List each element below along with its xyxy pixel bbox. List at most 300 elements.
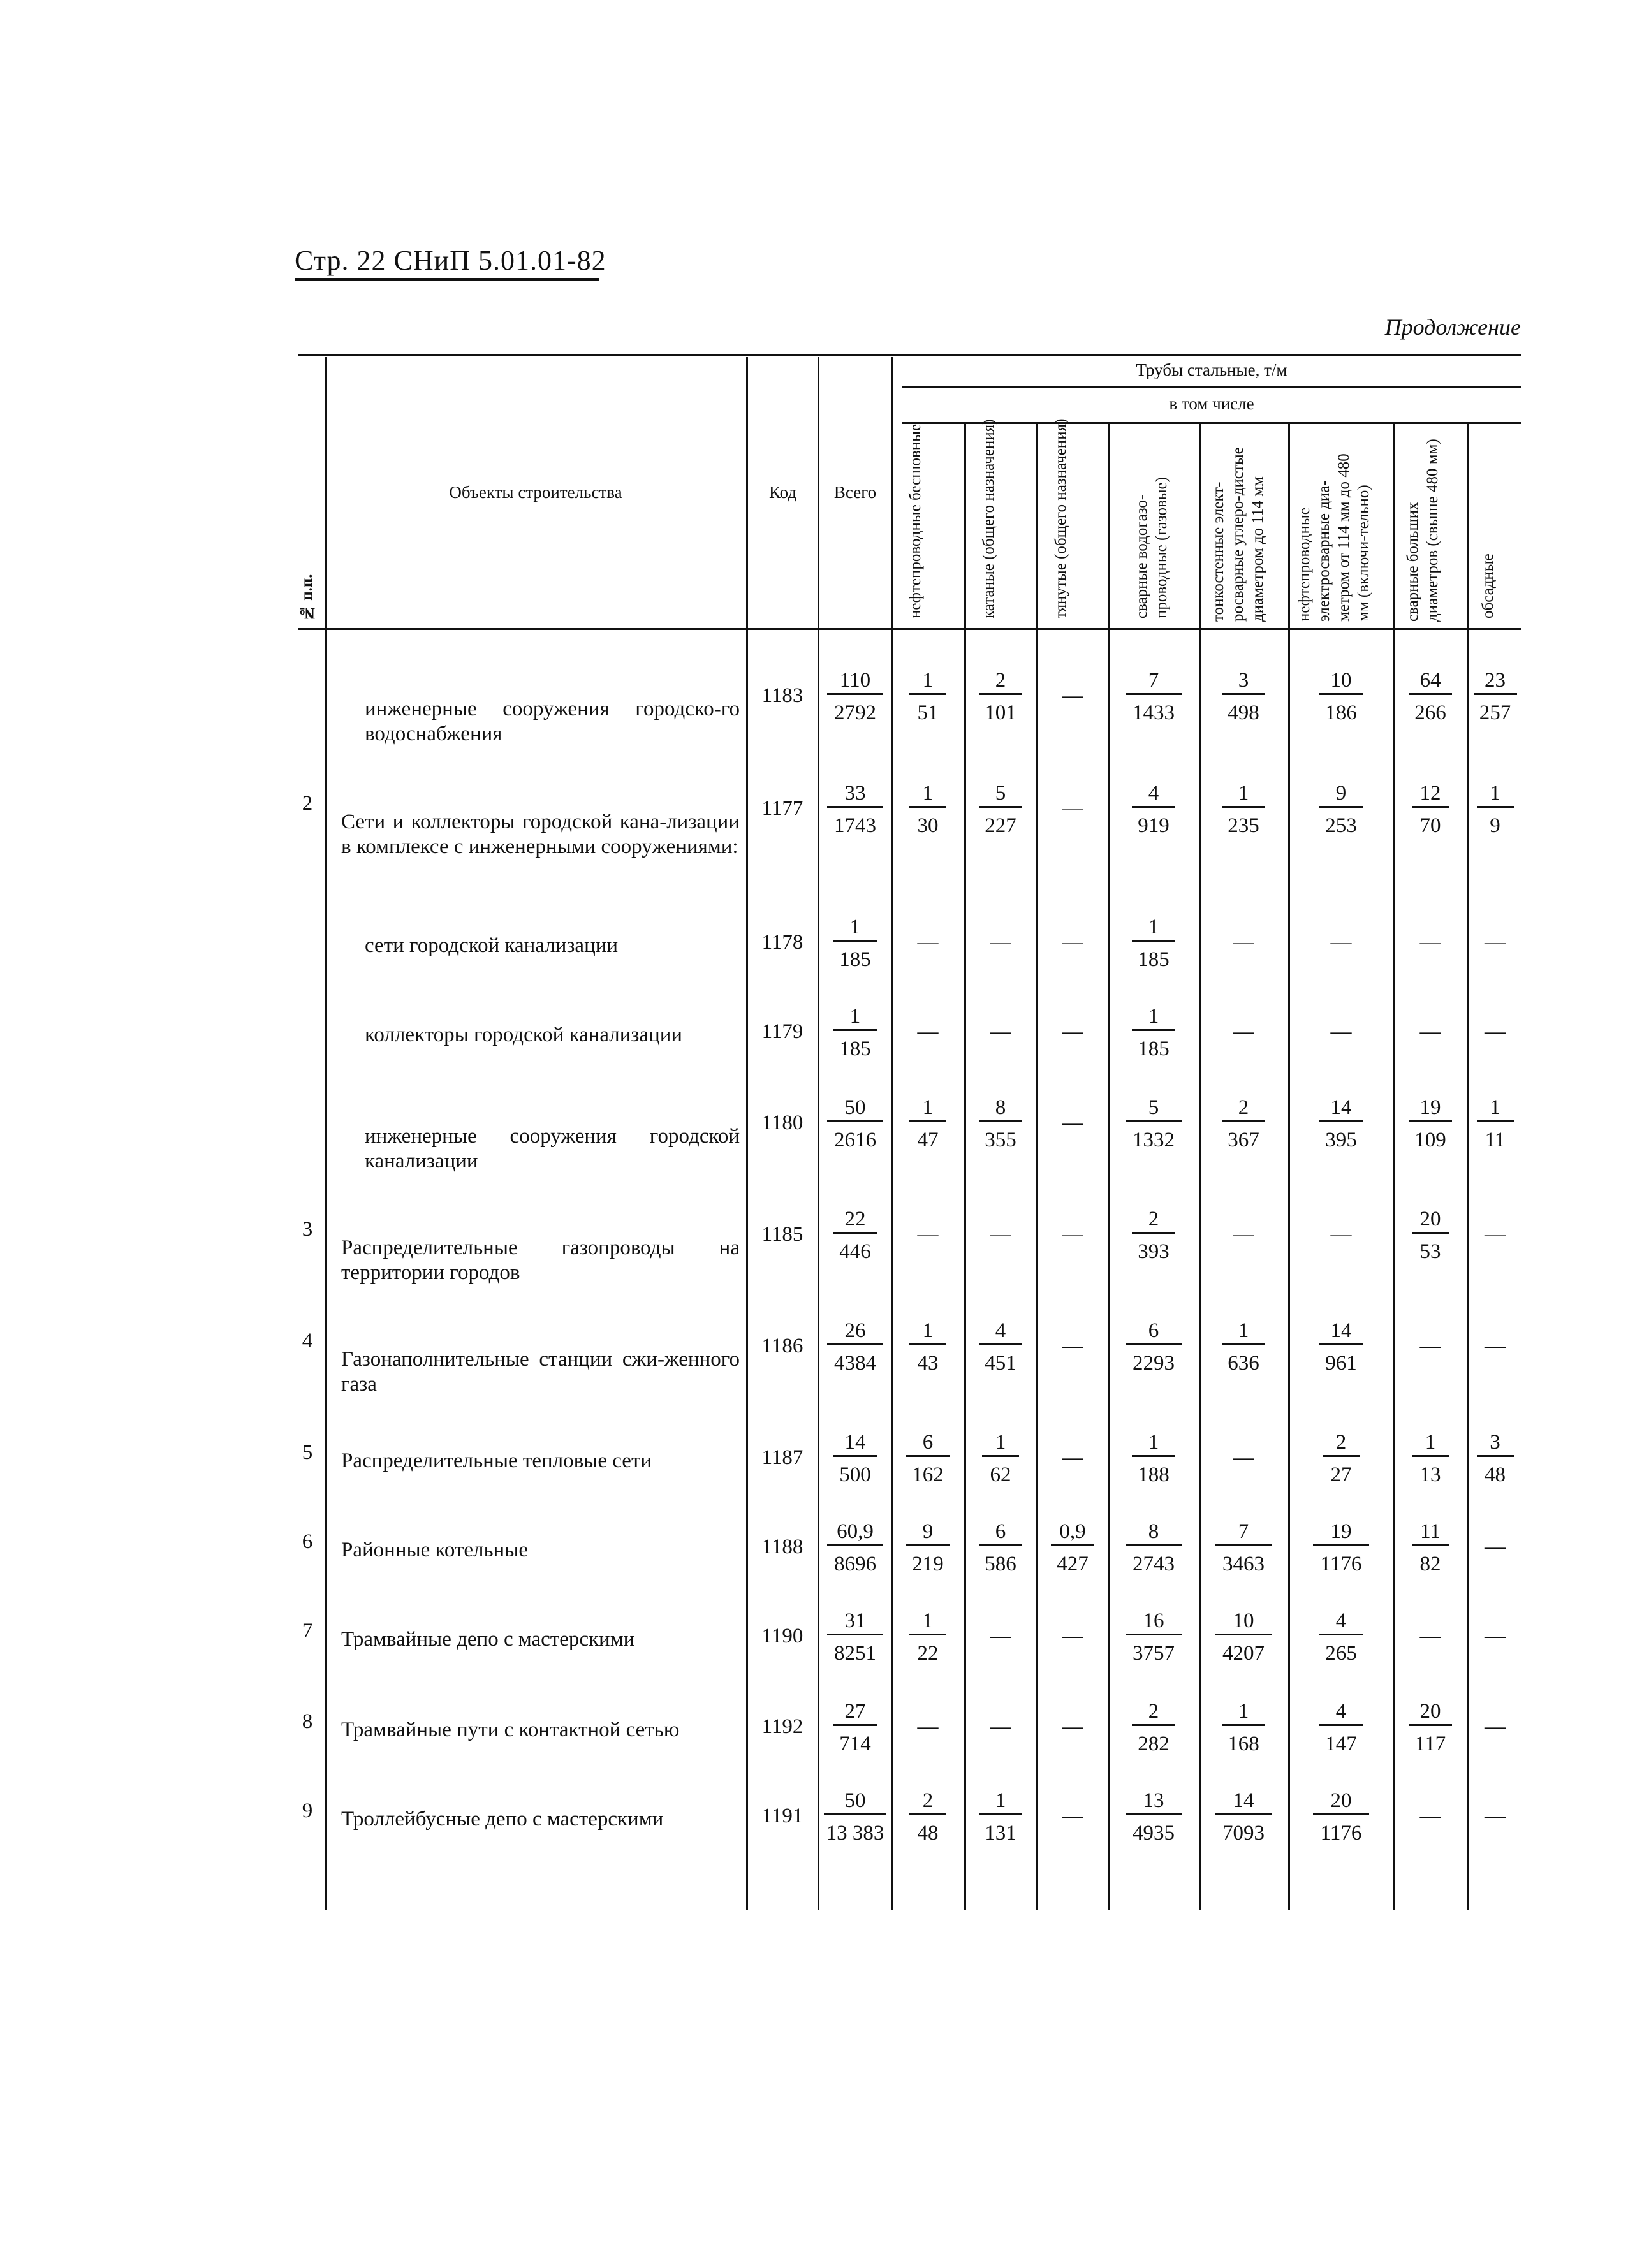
fraction-numerator: 19 — [1409, 1095, 1452, 1122]
fraction-numerator: 0,9 — [1051, 1519, 1094, 1546]
row-code: 1186 — [761, 1335, 803, 1357]
fraction-cell — [820, 1519, 890, 1577]
fraction-numerator: 19 — [1313, 1519, 1369, 1546]
fraction-cell — [820, 1788, 890, 1846]
header-including: в том числе — [1169, 394, 1254, 413]
col-line-c3 — [1108, 424, 1110, 1910]
row-object: Районные котельные — [341, 1539, 529, 1562]
empty-cell-dash: — — [1062, 1715, 1083, 1738]
fraction-numerator: 4 — [1319, 1699, 1363, 1726]
row-object: Сети и коллекторы городской кана-лизации в комплексе с инженерными сооружениями: — [341, 810, 740, 858]
fraction-denominator: 2616 — [834, 1129, 876, 1152]
fraction-denominator: 265 — [1325, 1642, 1357, 1665]
fraction-denominator: 53 — [1419, 1240, 1441, 1263]
empty-cell-dash: — — [1419, 1020, 1441, 1043]
header-col-3: тянутые (общего назначения) — [1052, 418, 1069, 618]
fraction-denominator: 266 — [1414, 701, 1446, 724]
fraction-denominator: 961 — [1325, 1352, 1357, 1375]
row-code: 1185 — [761, 1223, 803, 1246]
fraction-denominator: 22 — [917, 1642, 939, 1665]
fraction-numerator: 1 — [833, 914, 877, 942]
fraction-numerator: 8 — [1126, 1519, 1182, 1546]
fraction-denominator: 355 — [985, 1129, 1016, 1152]
fraction-numerator: 1 — [1132, 914, 1175, 942]
fraction-cell — [1110, 1788, 1198, 1846]
fraction-denominator: 185 — [839, 1037, 871, 1060]
fraction-numerator: 7 — [1126, 668, 1182, 695]
empty-cell-dash: — — [990, 1715, 1011, 1738]
fraction-cell — [1395, 1519, 1466, 1577]
fraction-denominator: 48 — [1485, 1463, 1506, 1486]
row-code: 1179 — [761, 1020, 803, 1043]
empty-cell-dash: — — [1062, 931, 1083, 954]
empty-cell-dash: — — [1062, 684, 1083, 707]
fraction-numerator: 110 — [827, 668, 883, 695]
fraction-numerator: 6 — [906, 1430, 950, 1457]
fraction-cell — [1468, 1430, 1522, 1488]
fraction-numerator: 1 — [909, 668, 946, 695]
fraction-numerator: 2 — [909, 1788, 946, 1815]
fraction-cell — [965, 1095, 1036, 1153]
empty-cell-dash: — — [1330, 1223, 1352, 1246]
fraction-denominator: 1176 — [1320, 1822, 1362, 1845]
fraction-denominator: 186 — [1325, 701, 1357, 724]
fraction-denominator: 185 — [1138, 1037, 1170, 1060]
fraction-cell — [893, 1430, 963, 1488]
fraction-cell — [1395, 780, 1466, 838]
col-line-num — [325, 357, 327, 1910]
row-number: 7 — [302, 1620, 313, 1642]
empty-cell-dash: — — [1485, 931, 1506, 954]
fraction-cell — [1110, 1519, 1198, 1577]
fraction-denominator: 62 — [990, 1463, 1011, 1486]
fraction-denominator: 1433 — [1133, 701, 1175, 724]
fraction-cell — [965, 1788, 1036, 1846]
empty-cell-dash: — — [917, 1020, 939, 1043]
header-object: Объекты строительства — [449, 483, 622, 502]
table-top-rule — [298, 354, 1521, 356]
fraction-denominator: 8251 — [834, 1642, 876, 1665]
fraction-numerator: 22 — [833, 1206, 877, 1234]
header-bottom-rule — [298, 628, 1521, 630]
fraction-cell — [1289, 1788, 1393, 1846]
fraction-cell — [1038, 1519, 1108, 1577]
row-code: 1191 — [761, 1804, 803, 1827]
col-line-c2 — [1036, 424, 1038, 1910]
empty-cell-dash: — — [1485, 1335, 1506, 1357]
header-code: Код — [768, 483, 797, 502]
empty-cell-dash: — — [990, 1020, 1011, 1043]
fraction-cell — [820, 1095, 890, 1153]
fraction-cell — [1289, 1519, 1393, 1577]
fraction-cell — [1289, 1430, 1393, 1488]
fraction-numerator: 1 — [1222, 780, 1265, 808]
fraction-denominator: 235 — [1228, 814, 1259, 837]
fraction-numerator: 33 — [827, 780, 883, 808]
fraction-denominator: 48 — [917, 1822, 939, 1845]
fraction-denominator: 188 — [1138, 1463, 1170, 1486]
empty-cell-dash: — — [1419, 931, 1441, 954]
fraction-cell — [1110, 914, 1198, 972]
fraction-cell — [1395, 1206, 1466, 1264]
fraction-numerator: 5 — [1126, 1095, 1182, 1122]
row-object: Трамвайные пути с контактной сетью — [341, 1718, 680, 1741]
col-line-c7 — [1467, 424, 1469, 1910]
fraction-cell — [893, 668, 963, 726]
fraction-numerator: 1 — [909, 1095, 946, 1122]
empty-cell-dash: — — [1062, 1335, 1083, 1357]
fraction-cell — [1200, 1788, 1287, 1846]
fraction-numerator: 16 — [1126, 1608, 1182, 1635]
fraction-cell — [1200, 668, 1287, 726]
empty-cell-dash: — — [1485, 1020, 1506, 1043]
col-line-c4 — [1199, 424, 1201, 1910]
fraction-denominator: 8696 — [834, 1553, 876, 1576]
fraction-denominator: 4384 — [834, 1352, 876, 1375]
row-object: инженерные сооружения городской канализации — [365, 1125, 740, 1173]
fraction-numerator: 64 — [1409, 668, 1452, 695]
fraction-cell — [1200, 780, 1287, 838]
empty-cell-dash: — — [1330, 931, 1352, 954]
fraction-cell — [965, 780, 1036, 838]
fraction-cell — [1395, 668, 1466, 726]
fraction-cell — [820, 1206, 890, 1264]
fraction-numerator: 1 — [1132, 1004, 1175, 1031]
row-number: 3 — [302, 1218, 313, 1241]
fraction-cell — [1468, 668, 1522, 726]
fraction-denominator: 282 — [1138, 1732, 1170, 1755]
empty-cell-dash: — — [1485, 1804, 1506, 1827]
fraction-numerator: 6 — [1126, 1318, 1182, 1345]
col-line-c5 — [1288, 424, 1290, 1910]
empty-cell-dash: — — [1419, 1335, 1441, 1357]
row-code: 1178 — [761, 931, 803, 954]
header-pipes: Трубы стальные, т/м — [1136, 360, 1287, 379]
empty-cell-dash: — — [1062, 1446, 1083, 1469]
fraction-denominator: 7093 — [1222, 1822, 1265, 1845]
fraction-denominator: 3463 — [1222, 1553, 1265, 1576]
fraction-cell — [1468, 780, 1522, 838]
fraction-denominator: 636 — [1228, 1352, 1259, 1375]
empty-cell-dash: — — [1419, 1804, 1441, 1827]
col-line-c6 — [1393, 424, 1395, 1910]
fraction-denominator: 1332 — [1133, 1129, 1175, 1152]
row-code: 1187 — [761, 1446, 803, 1469]
fraction-denominator: 185 — [839, 948, 871, 971]
fraction-cell — [1395, 1699, 1466, 1757]
fraction-cell — [965, 668, 1036, 726]
empty-cell-dash: — — [1062, 1223, 1083, 1246]
fraction-denominator: 168 — [1228, 1732, 1259, 1755]
fraction-cell — [1468, 1095, 1522, 1153]
row-number: 9 — [302, 1799, 313, 1822]
fraction-cell — [820, 668, 890, 726]
fraction-numerator: 50 — [827, 1095, 883, 1122]
fraction-numerator: 1 — [833, 1004, 877, 1031]
fraction-denominator: 714 — [839, 1732, 871, 1755]
fraction-cell — [1289, 668, 1393, 726]
fraction-numerator: 1 — [909, 1318, 946, 1345]
fraction-denominator: 395 — [1325, 1129, 1357, 1152]
fraction-cell — [965, 1318, 1036, 1376]
fraction-denominator: 227 — [985, 814, 1016, 837]
row-object: Газонаполнительные станции сжи-женного газа — [341, 1348, 740, 1396]
fraction-numerator: 1 — [909, 780, 946, 808]
empty-cell-dash: — — [1233, 1020, 1254, 1043]
fraction-denominator: 2792 — [834, 701, 876, 724]
fraction-cell — [820, 1318, 890, 1376]
fraction-numerator: 1 — [1477, 1095, 1514, 1122]
row-object: Распределительные тепловые сети — [341, 1449, 652, 1472]
row-code: 1188 — [761, 1535, 803, 1558]
fraction-numerator: 8 — [979, 1095, 1022, 1122]
header-num: № п.п. — [298, 574, 316, 622]
fraction-numerator: 23 — [1474, 668, 1517, 695]
fraction-denominator: 4935 — [1133, 1822, 1175, 1845]
row-number: 6 — [302, 1530, 313, 1553]
fraction-numerator: 20 — [1409, 1699, 1452, 1726]
fraction-cell — [1395, 1430, 1466, 1488]
fraction-numerator: 14 — [1215, 1788, 1272, 1815]
fraction-denominator: 117 — [1414, 1732, 1446, 1755]
header-underline — [295, 278, 599, 281]
fraction-numerator: 5 — [979, 780, 1022, 808]
fraction-cell — [893, 1608, 963, 1666]
fraction-numerator: 31 — [827, 1608, 883, 1635]
fraction-denominator: 13 — [1419, 1463, 1441, 1486]
fraction-cell — [1395, 1095, 1466, 1153]
fraction-numerator: 1 — [1222, 1318, 1265, 1345]
empty-cell-dash: — — [1062, 1625, 1083, 1648]
continuation-label: Продолжение — [1384, 314, 1521, 340]
fraction-denominator: 3757 — [1133, 1642, 1175, 1665]
fraction-cell — [820, 1608, 890, 1666]
empty-cell-dash: — — [1419, 1625, 1441, 1648]
row-code: 1180 — [761, 1111, 803, 1134]
fraction-numerator: 50 — [824, 1788, 886, 1815]
fraction-numerator: 1 — [1477, 780, 1514, 808]
fraction-denominator: 2293 — [1133, 1352, 1175, 1375]
fraction-cell — [1110, 1206, 1198, 1264]
fraction-numerator: 9 — [1319, 780, 1363, 808]
fraction-cell — [893, 1318, 963, 1376]
fraction-numerator: 12 — [1412, 780, 1449, 808]
row-number: 4 — [302, 1329, 313, 1352]
header-col-5: тонкостенные элект-росварные углеро-дистые диаметром до 114 мм — [1210, 447, 1266, 622]
fraction-cell — [893, 1788, 963, 1846]
fraction-denominator: 219 — [912, 1553, 944, 1576]
fraction-numerator: 6 — [979, 1519, 1022, 1546]
empty-cell-dash: — — [1485, 1625, 1506, 1648]
fraction-denominator: 257 — [1479, 701, 1511, 724]
fraction-cell — [1110, 780, 1198, 838]
fraction-denominator: 1176 — [1320, 1553, 1362, 1576]
fraction-cell — [1110, 1095, 1198, 1153]
fraction-numerator: 7 — [1215, 1519, 1272, 1546]
fraction-cell — [1110, 1699, 1198, 1757]
empty-cell-dash: — — [990, 1223, 1011, 1246]
fraction-numerator: 1 — [982, 1430, 1019, 1457]
fraction-denominator: 185 — [1138, 948, 1170, 971]
fraction-cell — [1110, 1318, 1198, 1376]
col-line-c1 — [964, 424, 966, 1910]
fraction-denominator: 498 — [1228, 701, 1259, 724]
fraction-numerator: 1 — [1222, 1699, 1265, 1726]
fraction-numerator: 2 — [1132, 1206, 1175, 1234]
empty-cell-dash: — — [1062, 1020, 1083, 1043]
fraction-cell — [820, 1430, 890, 1488]
fraction-numerator: 26 — [827, 1318, 883, 1345]
fraction-numerator: 60,9 — [827, 1519, 883, 1546]
fraction-cell — [1289, 1318, 1393, 1376]
row-object: Трамвайные депо с мастерскими — [341, 1628, 635, 1651]
empty-cell-dash: — — [917, 931, 939, 954]
fraction-denominator: 147 — [1325, 1732, 1357, 1755]
fraction-numerator: 1 — [979, 1788, 1022, 1815]
fraction-cell — [820, 1699, 890, 1757]
fraction-cell — [1110, 1004, 1198, 1062]
fraction-denominator: 27 — [1330, 1463, 1352, 1486]
fraction-denominator: 13 383 — [826, 1822, 884, 1845]
fraction-numerator: 1 — [909, 1608, 946, 1635]
fraction-denominator: 30 — [917, 814, 939, 837]
fraction-numerator: 4 — [1319, 1608, 1363, 1635]
fraction-cell — [893, 1519, 963, 1577]
fraction-denominator: 51 — [917, 701, 939, 724]
fraction-cell — [820, 780, 890, 838]
fraction-cell — [1200, 1608, 1287, 1666]
fraction-denominator: 109 — [1414, 1129, 1446, 1152]
fraction-denominator: 162 — [912, 1463, 944, 1486]
row-object: инженерные сооружения городско-го водоснабжения — [365, 698, 740, 745]
header-col-2: катаные (общего назначения) — [980, 419, 997, 618]
row-code: 1192 — [761, 1715, 803, 1738]
pipes-rule — [902, 386, 1521, 388]
fraction-numerator: 20 — [1313, 1788, 1369, 1815]
empty-cell-dash: — — [1233, 1223, 1254, 1246]
fraction-numerator: 10 — [1215, 1608, 1272, 1635]
fraction-denominator: 446 — [839, 1240, 871, 1263]
empty-cell-dash: — — [990, 931, 1011, 954]
header-col-6: нефтепроводные электросварные диа-метром от 114 мм до 480 мм (включи-тельно) — [1296, 453, 1372, 622]
empty-cell-dash: — — [1485, 1715, 1506, 1738]
row-code: 1183 — [761, 684, 803, 707]
empty-cell-dash: — — [1485, 1535, 1506, 1558]
fraction-cell — [965, 1430, 1036, 1488]
row-code: 1190 — [761, 1625, 803, 1648]
empty-cell-dash: — — [990, 1625, 1011, 1648]
fraction-denominator: 427 — [1057, 1553, 1089, 1576]
fraction-numerator: 2 — [1132, 1699, 1175, 1726]
fraction-numerator: 3 — [1477, 1430, 1514, 1457]
row-number: 2 — [302, 792, 313, 815]
fraction-cell — [1200, 1095, 1287, 1153]
row-number: 5 — [302, 1441, 313, 1464]
fraction-denominator: 11 — [1485, 1129, 1506, 1152]
fraction-numerator: 1 — [1412, 1430, 1449, 1457]
empty-cell-dash: — — [1062, 1804, 1083, 1827]
fraction-denominator: 47 — [917, 1129, 939, 1152]
fraction-numerator: 2 — [979, 668, 1022, 695]
fraction-denominator: 4207 — [1222, 1642, 1265, 1665]
fraction-cell — [1110, 1608, 1198, 1666]
fraction-cell — [1200, 1318, 1287, 1376]
fraction-cell — [965, 1519, 1036, 1577]
fraction-numerator: 9 — [906, 1519, 950, 1546]
fraction-numerator: 2 — [1222, 1095, 1265, 1122]
row-object: Распределительные газопроводы на территории городов — [341, 1236, 740, 1284]
fraction-denominator: 919 — [1138, 814, 1170, 837]
empty-cell-dash: — — [1485, 1223, 1506, 1246]
empty-cell-dash: — — [1233, 931, 1254, 954]
fraction-numerator: 4 — [979, 1318, 1022, 1345]
fraction-cell — [893, 780, 963, 838]
fraction-denominator: 43 — [917, 1352, 939, 1375]
header-col-7: сварные больших диаметров (свыше 480 мм) — [1404, 439, 1441, 622]
fraction-cell — [1110, 1430, 1198, 1488]
fraction-numerator: 27 — [833, 1699, 877, 1726]
row-object: коллекторы городской канализации — [365, 1023, 683, 1046]
col-line-code — [818, 357, 819, 1910]
fraction-denominator: 253 — [1325, 814, 1357, 837]
fraction-denominator: 393 — [1138, 1240, 1170, 1263]
fraction-denominator: 586 — [985, 1553, 1016, 1576]
fraction-denominator: 500 — [839, 1463, 871, 1486]
fraction-numerator: 20 — [1412, 1206, 1449, 1234]
header-total: Всего — [833, 483, 877, 502]
fraction-cell — [1200, 1519, 1287, 1577]
fraction-denominator: 1743 — [834, 814, 876, 837]
fraction-numerator: 3 — [1222, 668, 1265, 695]
empty-cell-dash: — — [1233, 1446, 1254, 1469]
fraction-cell — [820, 1004, 890, 1062]
fraction-numerator: 14 — [833, 1430, 877, 1457]
row-code: 1177 — [761, 797, 803, 820]
empty-cell-dash: — — [917, 1715, 939, 1738]
empty-cell-dash: — — [1330, 1020, 1352, 1043]
fraction-cell — [1289, 1608, 1393, 1666]
fraction-denominator: 451 — [985, 1352, 1016, 1375]
fraction-denominator: 2743 — [1133, 1553, 1175, 1576]
fraction-cell — [893, 1095, 963, 1153]
empty-cell-dash: — — [1062, 1111, 1083, 1134]
row-object: сети городской канализации — [365, 934, 619, 957]
page-header: Стр. 22 СНиП 5.01.01-82 — [295, 245, 606, 276]
fraction-numerator: 14 — [1319, 1318, 1363, 1345]
header-col-4: сварные водогазо-проводные (газовые) — [1133, 477, 1170, 618]
row-number: 8 — [302, 1710, 313, 1733]
fraction-numerator: 13 — [1126, 1788, 1182, 1815]
header-col-1: нефтепроводные бесшовные — [907, 423, 924, 618]
fraction-numerator: 4 — [1132, 780, 1175, 808]
fraction-cell — [820, 914, 890, 972]
fraction-cell — [1289, 780, 1393, 838]
fraction-numerator: 2 — [1323, 1430, 1360, 1457]
fraction-numerator: 14 — [1319, 1095, 1363, 1122]
fraction-cell — [1200, 1699, 1287, 1757]
header-col-8: обсадные — [1479, 553, 1497, 618]
fraction-denominator: 367 — [1228, 1129, 1259, 1152]
fraction-numerator: 10 — [1319, 668, 1363, 695]
fraction-denominator: 101 — [985, 701, 1016, 724]
empty-cell-dash: — — [917, 1223, 939, 1246]
fraction-cell — [1289, 1699, 1393, 1757]
fraction-denominator: 131 — [985, 1822, 1016, 1845]
fraction-cell — [1110, 668, 1198, 726]
fraction-cell — [1289, 1095, 1393, 1153]
row-object: Троллейбусные депо с мастерскими — [341, 1808, 664, 1831]
fraction-denominator: 82 — [1419, 1553, 1441, 1576]
